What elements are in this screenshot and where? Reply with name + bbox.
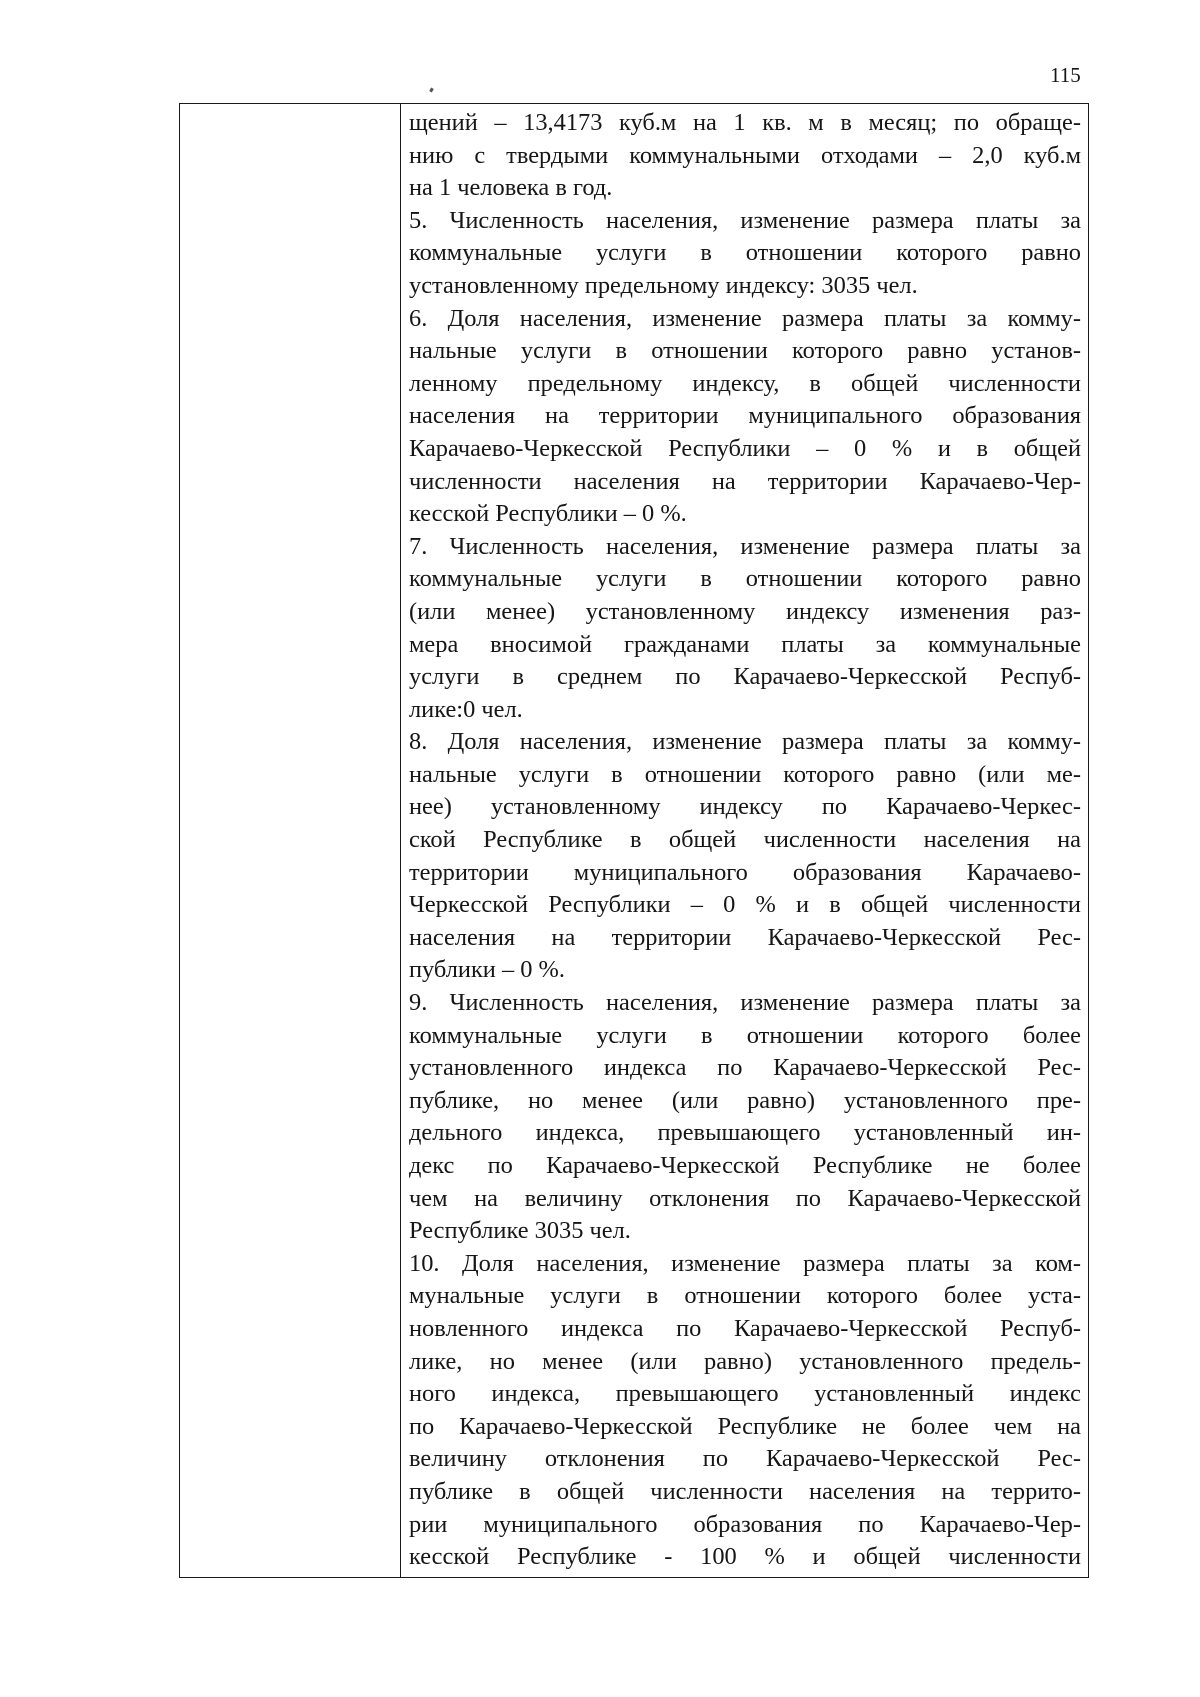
content-line: кесской Республики – 0 %. bbox=[409, 500, 687, 528]
content-line: дельного индекса, превышающего установленный ин- bbox=[409, 1119, 1081, 1147]
content-line: мунальные услуги в отношении которого более уста- bbox=[409, 1282, 1081, 1310]
content-line: услуги в среднем по Карачаево-Черкесской Респуб- bbox=[409, 663, 1081, 691]
content-line: щений – 13,4173 куб.м на 1 кв. м в месяц; по обраще- bbox=[409, 109, 1081, 136]
content-line: лике:0 чел. bbox=[409, 695, 523, 723]
table-left-column bbox=[180, 104, 401, 1577]
content-line: кесской Республике - 100 % и общей численности bbox=[409, 1543, 1081, 1571]
content-line: установленному предельному индексу: 3035 чел. bbox=[409, 271, 918, 299]
content-line: ской Республике в общей численности населения на bbox=[409, 826, 1081, 854]
content-line: нее) установленному индексу по Карачаево-Черкес- bbox=[409, 793, 1081, 821]
content-line: ленному предельному индексу, в общей численности bbox=[409, 369, 1081, 397]
content-line: величину отклонения по Карачаево-Черкесской Рес- bbox=[409, 1445, 1081, 1473]
scan-artifact bbox=[429, 88, 434, 93]
content-line: 7. Численность населения, изменение размера платы за bbox=[409, 532, 1081, 560]
content-line: установленного индекса по Карачаево-Черкесской Рес- bbox=[409, 1054, 1081, 1082]
content-line: населения на территории Карачаево-Черкесской Рес- bbox=[409, 923, 1081, 951]
content-line: ного индекса, превышающего установленный индекс bbox=[409, 1380, 1081, 1408]
content-line: численности населения на территории Карачаево-Чер- bbox=[409, 467, 1081, 495]
content-line: коммунальные услуги в отношении которого более bbox=[409, 1021, 1081, 1049]
content-line: рии муниципального образования по Карачаево-Чер- bbox=[409, 1510, 1081, 1538]
content-line: 10. Доля населения, изменение размера платы за ком- bbox=[409, 1249, 1081, 1277]
content-line: (или менее) установленному индексу изменения раз- bbox=[409, 597, 1081, 625]
content-line: 6. Доля населения, изменение размера платы за комму- bbox=[409, 304, 1081, 332]
content-line: территории муниципального образования Карачаево- bbox=[409, 858, 1081, 886]
content-line: лике, но менее (или равно) установленного предель- bbox=[409, 1347, 1081, 1375]
content-line: публике, но менее (или равно) установленного пре- bbox=[409, 1086, 1081, 1114]
table-right-column bbox=[401, 104, 1088, 1577]
content-line: Республике 3035 чел. bbox=[409, 1217, 631, 1245]
content-line: публики – 0 %. bbox=[409, 956, 565, 984]
content-line: по Карачаево-Черкесской Республике не более чем на bbox=[409, 1412, 1081, 1440]
document-table bbox=[179, 103, 1089, 1578]
content-line: на 1 человека в год. bbox=[409, 174, 613, 202]
content-line: Черкесской Республики – 0 % и в общей численности bbox=[409, 891, 1081, 919]
content-line: декс по Карачаево-Черкесской Республике не более bbox=[409, 1152, 1081, 1179]
content-line: коммунальные услуги в отношении которого равно bbox=[409, 565, 1081, 593]
content-line: 9. Численность населения, изменение размера платы за bbox=[409, 989, 1081, 1017]
content-line: Карачаево-Черкесской Республики – 0 % и в общей bbox=[409, 434, 1081, 462]
page-number: 115 bbox=[1050, 63, 1081, 87]
content-line: 5. Численность населения, изменение размера платы за bbox=[409, 206, 1081, 234]
content-line: нальные услуги в отношении которого равно установ- bbox=[409, 337, 1081, 365]
content-line: нию с твердыми коммунальными отходами – 2,0 куб.м bbox=[409, 141, 1081, 169]
content-line: публике в общей численности населения на террито- bbox=[409, 1477, 1081, 1505]
content-line: 8. Доля населения, изменение размера платы за комму- bbox=[409, 728, 1081, 756]
content-line: чем на величину отклонения по Карачаево-Черкесской bbox=[409, 1184, 1081, 1212]
content-line: новленного индекса по Карачаево-Черкесской Респуб- bbox=[409, 1314, 1081, 1342]
content-line: нальные услуги в отношении которого равно (или ме- bbox=[409, 760, 1081, 788]
content-line: мера вносимой гражданами платы за коммунальные bbox=[409, 630, 1081, 658]
content-line: населения на территории муниципального образования bbox=[409, 402, 1081, 430]
content-line: коммунальные услуги в отношении которого равно bbox=[409, 239, 1081, 267]
